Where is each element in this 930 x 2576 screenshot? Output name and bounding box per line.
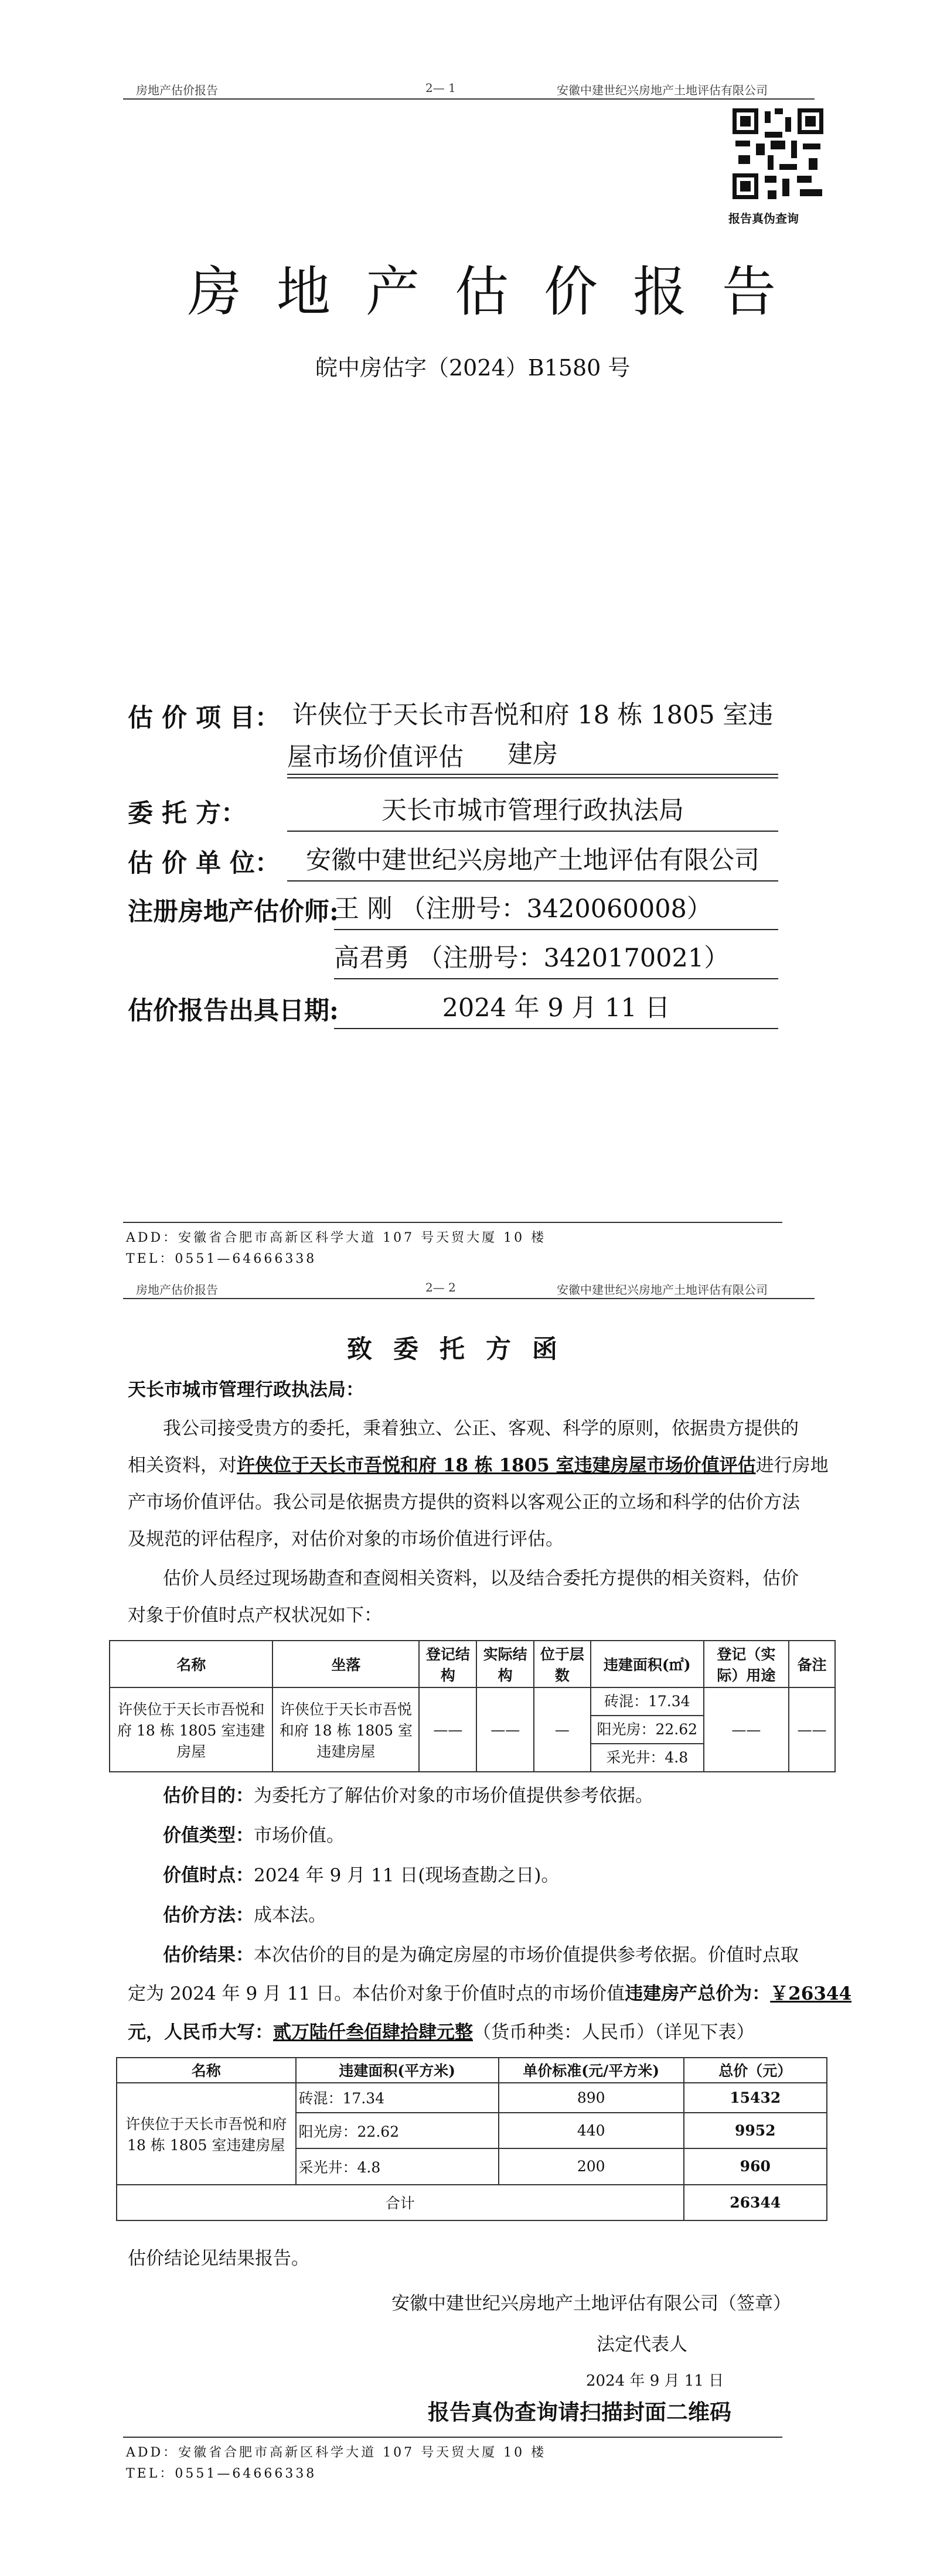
t1-header-use: 登记（实际）用途 xyxy=(704,1641,789,1687)
total-amount: ￥26344 xyxy=(770,1983,852,2004)
para1-line4: 及规范的评估程序，对估价对象的市场价值进行评估。 xyxy=(128,1529,564,1550)
page2-header-left: 房地产估价报告 xyxy=(136,1283,218,1297)
appraiser-value: 安徽中建世纪兴房地产土地评估有限公司 xyxy=(287,841,778,882)
valuer-2: 高君勇 （注册号：3420170021） xyxy=(334,939,778,979)
page2-header-page: 2— 2 xyxy=(425,1280,456,1294)
t2-row1-total: 15432 xyxy=(684,2083,827,2113)
date-label: 估价报告出具日期: xyxy=(128,996,339,1026)
page2-footer-tel: TEL：0551—64666338 xyxy=(126,2466,317,2481)
legal-representative: 法定代表人 xyxy=(597,2334,687,2355)
t2-row1-area: 砖混：17.34 xyxy=(296,2083,499,2113)
para2-line1: 估价人员经过现场勘查和查阅相关资料，以及结合委托方提供的相关资料，估价 xyxy=(163,1568,799,1589)
t1-name: 许侠位于天长市吾悦和府 18 栋 1805 室违建房屋 xyxy=(110,1687,272,1772)
signature-date: 2024 年 9 月 11 日 xyxy=(586,2372,724,2390)
t1-header-act-struct: 实际结构 xyxy=(476,1641,534,1687)
page2-header-right: 安徽中建世纪兴房地产土地评估有限公司 xyxy=(557,1283,768,1297)
valuer-1: 王 刚 （注册号：3420060008） xyxy=(334,890,778,930)
project-label: 估 价 项 目： xyxy=(128,703,280,733)
t1-header-name: 名称 xyxy=(110,1641,272,1687)
method-line: 估价方法：成本法。 xyxy=(163,1905,326,1926)
project-name-emphasis: 许侠位于天长市吾悦和府 18 栋 1805 室违建房屋市场价值评估 xyxy=(237,1455,756,1476)
client-value: 天长市城市管理行政执法局 xyxy=(287,791,778,832)
t1-note: —— xyxy=(789,1687,835,1772)
t1-area-brick: 砖混：17.34 xyxy=(591,1688,703,1716)
t2-row2-total: 9952 xyxy=(684,2113,827,2148)
report-title: 房地产估价报告 xyxy=(188,261,812,323)
t2-header-name: 名称 xyxy=(117,2058,296,2083)
conclusion-line: 估价结论见结果报告。 xyxy=(128,2248,309,2269)
page2-footer-rule xyxy=(123,2437,782,2438)
project-value-line2: 屋市场价值评估 xyxy=(287,738,778,778)
result-line1: 估价结果：本次估价的目的是为确定房屋的市场价值提供参考依据。价值时点取 xyxy=(163,1945,799,1966)
t2-name: 许侠位于天长市吾悦和府 18 栋 1805 室违建房屋 xyxy=(117,2083,296,2185)
t1-use: —— xyxy=(704,1687,789,1772)
t1-reg-struct: —— xyxy=(419,1687,476,1772)
page1-footer-rule xyxy=(123,1222,782,1223)
result-line2: 定为 2024 年 9 月 11 日。本估价对象于价值时点的市场价值违建房产总价为：￥26344 xyxy=(128,1983,852,2004)
t1-act-struct: —— xyxy=(476,1687,534,1772)
t1-area-lightwell: 采光井：4.8 xyxy=(606,1749,689,1766)
addressee: 天长市城市管理行政执法局： xyxy=(128,1379,364,1400)
page1-header-left: 房地产估价报告 xyxy=(136,83,218,97)
report-date: 2024 年 9 月 11 日 xyxy=(334,989,778,1029)
t1-floor: — xyxy=(534,1687,591,1772)
t2-header-total: 总价（元） xyxy=(684,2058,827,2083)
t2-row1-price: 890 xyxy=(499,2083,684,2113)
t2-row3-area: 采光井：4.8 xyxy=(296,2148,499,2184)
t1-area-sunroom: 阳光房：22.62 xyxy=(591,1716,703,1744)
property-status-table xyxy=(109,1640,836,1772)
purpose-line: 估价目的：为委托方了解估价对象的市场价值提供参考依据。 xyxy=(163,1785,653,1806)
para2-line2: 对象于价值时点产权状况如下： xyxy=(128,1605,382,1626)
t2-row3-price: 200 xyxy=(499,2148,684,2184)
client-label: 委 托 方： xyxy=(128,799,246,828)
t2-header-price: 单价标准(元/平方米) xyxy=(499,2058,684,2083)
t2-header-area: 违建面积(平方米) xyxy=(296,2058,499,2083)
valuation-table xyxy=(116,2057,827,2221)
t1-header-reg-struct: 登记结构 xyxy=(419,1641,476,1687)
qr-verify-note: 报告真伪查询请扫描封面二维码 xyxy=(428,2399,731,2425)
appraiser-label: 估 价 单 位： xyxy=(128,849,280,878)
t2-sum-label: 合计 xyxy=(117,2185,684,2220)
page2-header-rule xyxy=(123,1298,815,1299)
t1-location: 许侠位于天长市吾悦和府 18 栋 1805 室违建房屋 xyxy=(272,1687,419,1772)
company-seal: 安徽中建世纪兴房地产土地评估有限公司（签章） xyxy=(391,2293,791,2314)
para1-line1: 我公司接受贵方的委托，秉着独立、公正、客观、科学的原则，依据贵方提供的 xyxy=(163,1418,799,1439)
t2-row2-area: 阳光房：22.62 xyxy=(296,2113,499,2148)
t1-areas xyxy=(591,1687,704,1772)
page1-header-right: 安徽中建世纪兴房地产土地评估有限公司 xyxy=(557,83,768,97)
letter-title: 致委托方函 xyxy=(347,1335,578,1364)
result-line3: 元，人民币大写：贰万陆仟叁佰肆拾肆元整（货币种类：人民币）（详见下表） xyxy=(128,2022,755,2043)
t2-row3-total: 960 xyxy=(684,2148,827,2184)
t1-header-note: 备注 xyxy=(789,1641,835,1687)
para1-line3: 产市场价值评估。我公司是依据贵方提供的资料以客观公正的立场和科学的估价方法 xyxy=(128,1492,800,1513)
page1-footer-address: ADD：安徽省合肥市高新区科学大道 107 号天贸大厦 10 楼 xyxy=(126,1231,547,1245)
report-doc-number: 皖中房估字（2024）B1580 号 xyxy=(315,355,631,381)
page1-header-page: 2— 1 xyxy=(425,81,456,95)
value-type-line: 价值类型：市场价值。 xyxy=(163,1825,345,1846)
qr-caption: 报告真伪查询 xyxy=(728,211,799,226)
qr-code[interactable] xyxy=(733,108,823,199)
t2-row2-price: 440 xyxy=(499,2113,684,2148)
value-time-line: 价值时点：2024 年 9 月 11 日(现场查勘之日)。 xyxy=(163,1865,560,1886)
page1-footer-tel: TEL：0551—64666338 xyxy=(126,1252,317,1266)
t1-header-floor: 位于层数 xyxy=(534,1641,591,1687)
project-value-line1: 许侠位于天长市吾悦和府 18 栋 1805 室违建房 xyxy=(287,696,778,775)
total-amount-upper: 贰万陆仟叁佰肆拾肆元整 xyxy=(273,2022,473,2043)
valuers-label: 注册房地产估价师: xyxy=(128,897,339,927)
page1-header-rule xyxy=(123,98,815,100)
t1-header-location: 坐落 xyxy=(272,1641,419,1687)
page2-footer-address: ADD：安徽省合肥市高新区科学大道 107 号天贸大厦 10 楼 xyxy=(126,2445,547,2460)
para1-line2: 相关资料，对许侠位于天长市吾悦和府 18 栋 1805 室违建房屋市场价值评估进行房地 xyxy=(128,1455,829,1476)
t1-header-area: 违建面积(㎡) xyxy=(591,1641,704,1687)
t2-sum: 26344 xyxy=(684,2185,827,2220)
